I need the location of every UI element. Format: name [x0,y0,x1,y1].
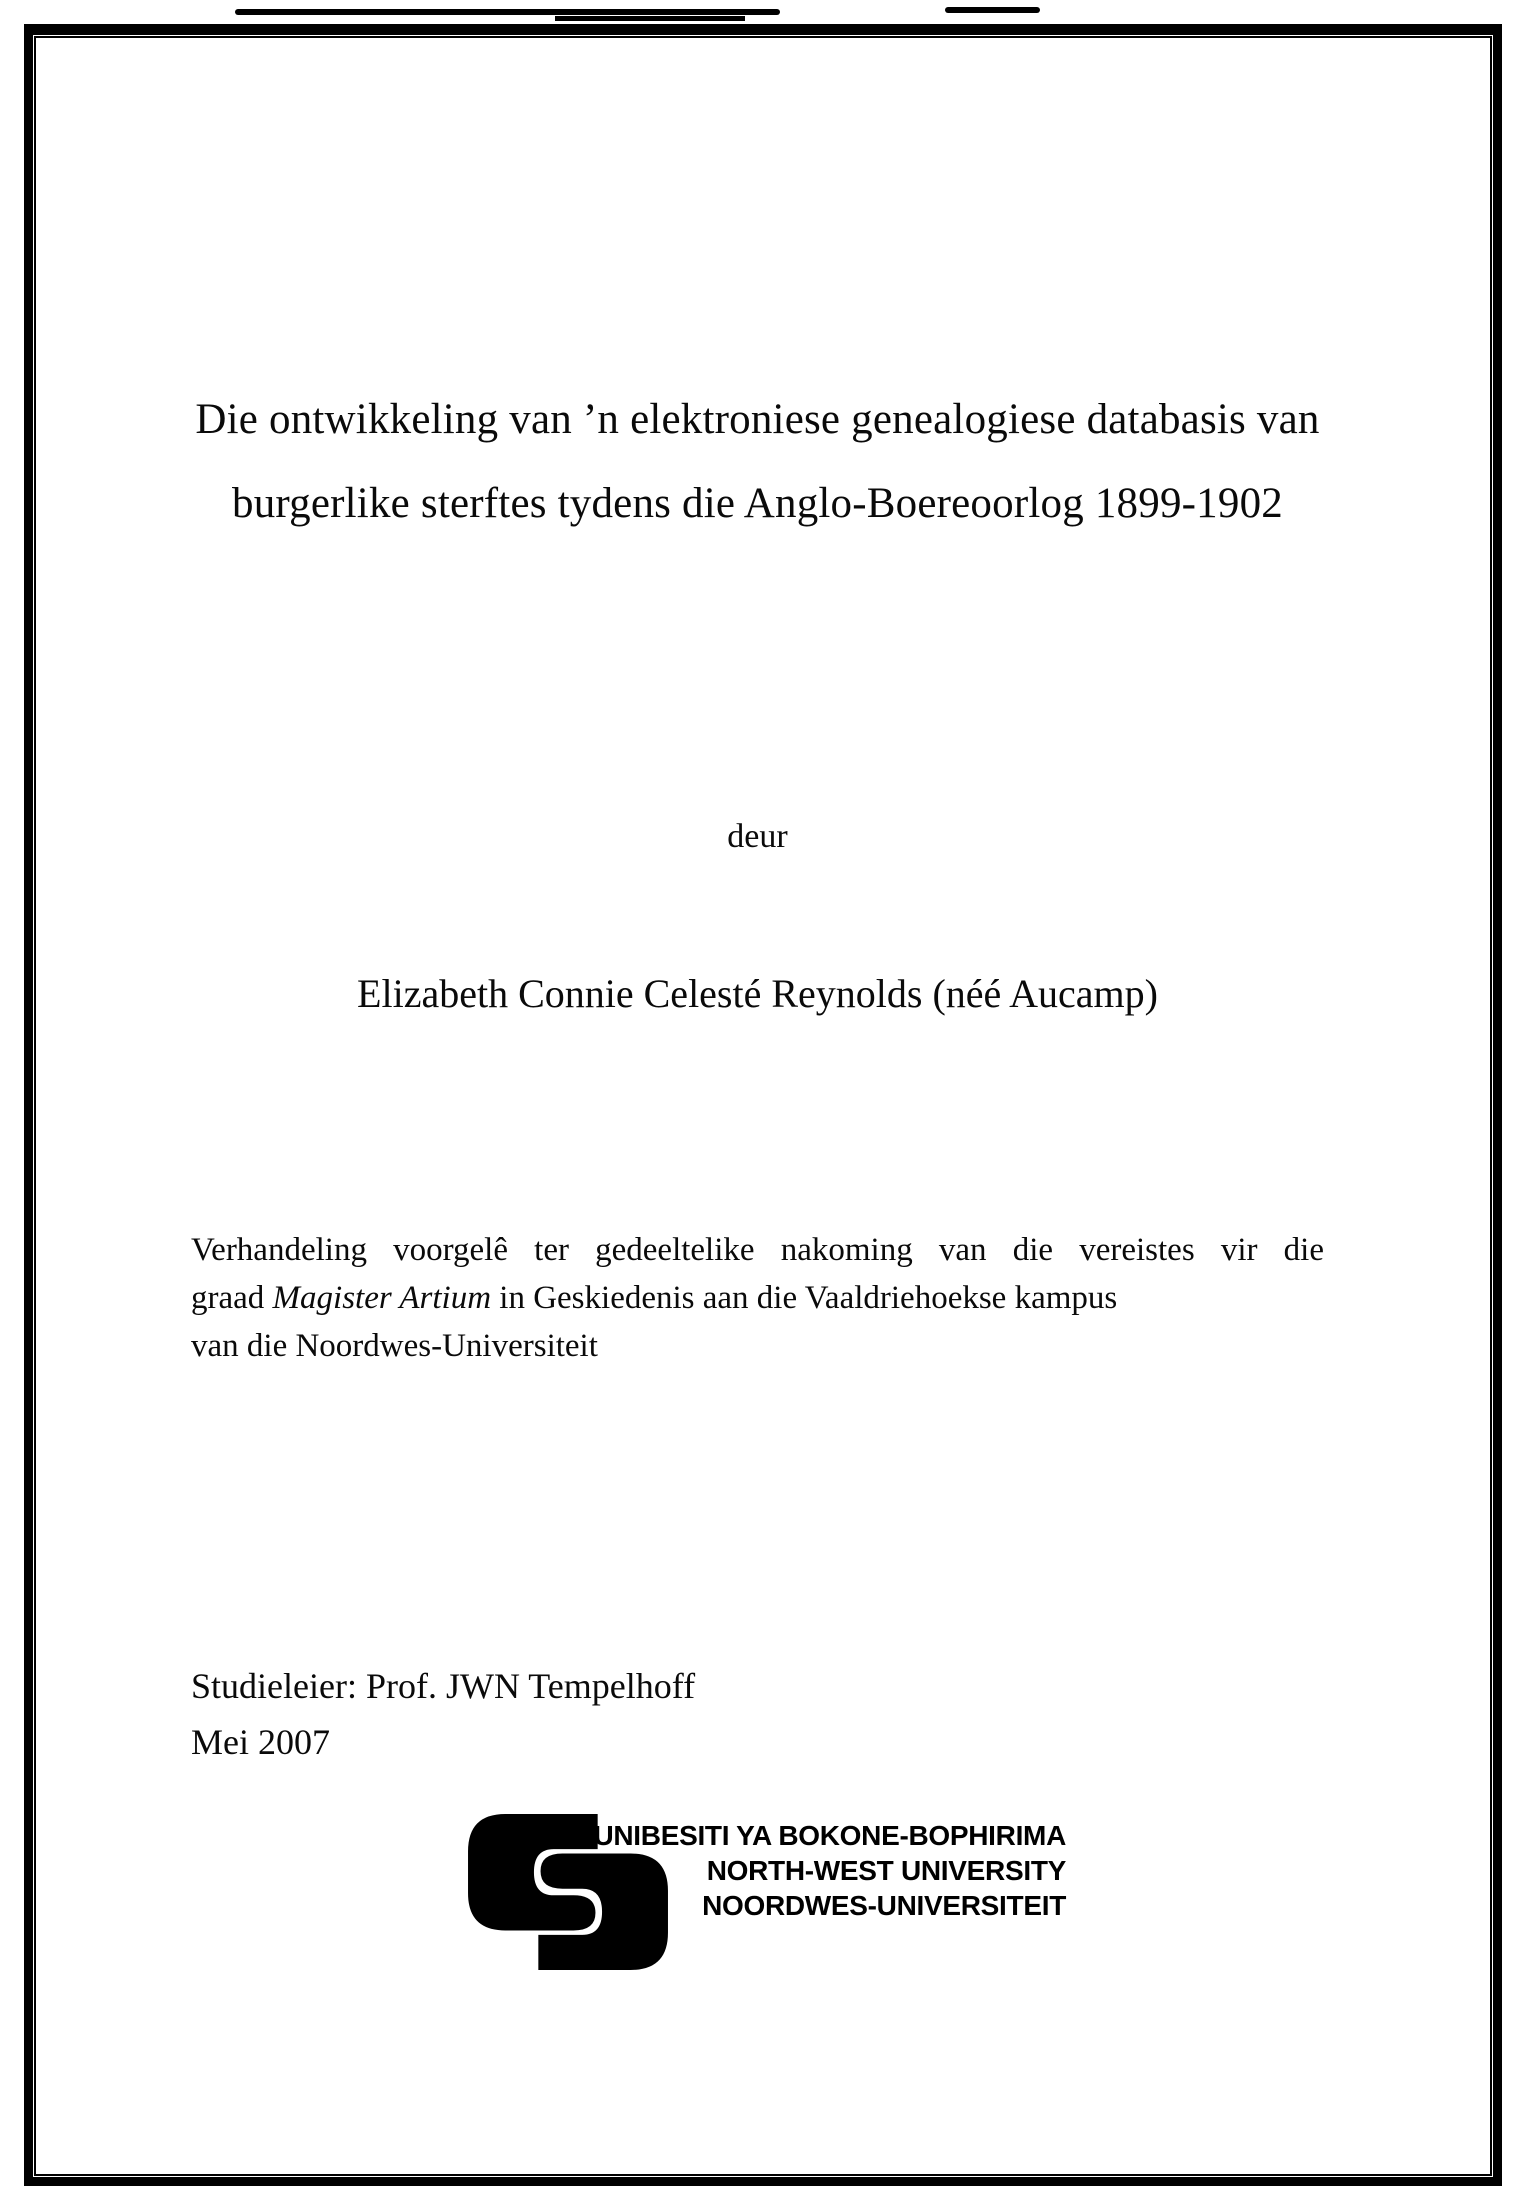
thesis-title-line1: Die ontwikkeling van ’n elektroniese genealogiese databasis van [195,396,1320,443]
date-line: Mei 2007 [191,1722,330,1762]
logo-line-english: NORTH-WEST UNIVERSITY [706,1855,1066,1886]
statement-line2-post: in Geskiedenis aan die Vaaldriehoekse kampus [491,1280,1118,1316]
degree-name-italic: Magister Artium [272,1280,492,1316]
title-page-content [36,38,1490,2174]
thesis-title-line2: burgerlike sterftes tydens die Anglo-Boereoorlog 1899-1902 [232,480,1283,527]
page-border-inner-line [34,36,1492,2176]
statement-line2-pre: graad [191,1280,273,1316]
scan-artifact [945,7,1040,13]
scan-artifact [555,16,745,21]
page-border-frame [24,24,1502,2186]
logo-line-afrikaans: NOORDWES-UNIVERSITEIT [702,1890,1066,1921]
university-logo-text [575,1818,1066,1923]
statement-line3: van die Noordwes-Universiteit [191,1328,598,1364]
byline-label: deur [727,818,788,855]
thesis-statement [191,1226,1324,1370]
statement-line2 [191,1274,1324,1322]
university-logo [191,1814,1324,1984]
supervisor-line: Studieleier: Prof. JWN Tempelhoff [191,1666,696,1706]
scan-artifact [235,9,780,15]
author-name: Elizabeth Connie Celesté Reynolds (néé Aucamp) [357,971,1158,1016]
logo-line-setswana: YUNIBESITI YA BOKONE-BOPHIRIMA [575,1820,1066,1851]
supervisor-block [191,1658,1324,1770]
statement-line1: Verhandeling voorgelê ter gedeeltelike nakoming van die vereistes vir die [191,1232,1324,1268]
thesis-title [191,378,1324,546]
